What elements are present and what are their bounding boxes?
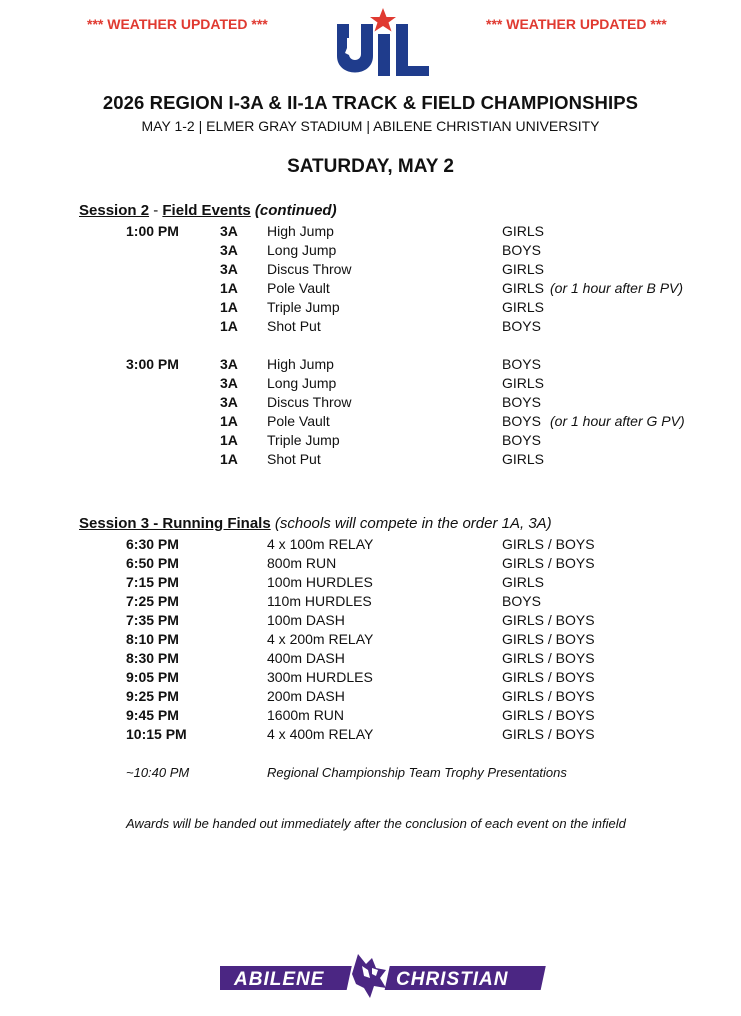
- table-row: [0, 356, 741, 375]
- row-gender: GIRLS / BOYS: [502, 726, 595, 742]
- row-gender: GIRLS: [502, 261, 545, 277]
- row-gender: GIRLS: [502, 223, 545, 239]
- table-row: [0, 631, 741, 650]
- trophy-text: Regional Championship Team Trophy Presentations: [267, 765, 567, 780]
- table-row: [0, 707, 741, 726]
- trophy-time: ~10:40 PM: [126, 765, 190, 780]
- row-time: 3:00 PM: [126, 356, 179, 372]
- row-gender: GIRLS: [502, 280, 545, 296]
- row-class: 3A: [220, 242, 238, 258]
- row-gender: GIRLS: [502, 299, 545, 315]
- table-row: [0, 574, 741, 593]
- page-subtitle: MAY 1-2 | ELMER GRAY STADIUM | ABILENE CHRISTIAN UNIVERSITY: [141, 118, 600, 134]
- row-gender: GIRLS / BOYS: [502, 650, 595, 666]
- row-time: 8:10 PM: [126, 631, 179, 647]
- row-class: 3A: [220, 356, 238, 372]
- row-event: Shot Put: [267, 451, 321, 467]
- row-gender: GIRLS / BOYS: [502, 612, 595, 628]
- table-row: [0, 242, 741, 261]
- row-event: 1600m RUN: [267, 707, 345, 723]
- page-title: 2026 REGION I-3A & II-1A TRACK & FIELD CHAMPIONSHIPS: [102, 92, 639, 113]
- table-row: [0, 612, 741, 631]
- row-event: 300m HURDLES: [267, 669, 373, 685]
- row-time: 10:15 PM: [126, 726, 187, 742]
- table-row: [0, 726, 741, 745]
- row-event: 110m HURDLES: [267, 593, 372, 609]
- session2-name: Field Events: [162, 202, 251, 219]
- row-gender: GIRLS / BOYS: [502, 669, 595, 685]
- row-class: 1A: [220, 280, 238, 296]
- row-note: (or 1 hour after G PV): [550, 413, 685, 429]
- row-gender: GIRLS: [502, 451, 545, 467]
- table-row: [0, 432, 741, 451]
- session3-heading: [79, 515, 552, 532]
- table-row: [0, 669, 741, 688]
- row-time: 9:25 PM: [126, 688, 179, 704]
- table-row: [0, 536, 741, 555]
- row-class: 3A: [220, 375, 238, 391]
- row-gender: GIRLS: [502, 375, 545, 391]
- table-row: [0, 650, 741, 669]
- awards-note: Awards will be handed out immediately after the conclusion of each event on the infield: [126, 816, 626, 831]
- row-event: 200m DASH: [267, 688, 345, 704]
- table-row: [0, 593, 741, 612]
- row-time: 7:25 PM: [126, 593, 179, 609]
- weather-notice-left: *** WEATHER UPDATED ***: [87, 16, 268, 32]
- row-gender: BOYS: [502, 242, 541, 258]
- row-event: 4 x 100m RELAY: [267, 536, 374, 552]
- session2-note: (continued): [254, 202, 337, 219]
- row-event: 4 x 400m RELAY: [267, 726, 374, 742]
- row-event: Discus Throw: [267, 261, 352, 277]
- row-event: 400m DASH: [267, 650, 345, 666]
- row-gender: GIRLS / BOYS: [502, 707, 595, 723]
- row-gender: BOYS: [502, 413, 541, 429]
- row-time: 7:15 PM: [126, 574, 179, 590]
- table-row: [0, 451, 741, 470]
- row-event: Pole Vault: [267, 280, 330, 296]
- row-gender: BOYS: [502, 356, 541, 372]
- session3-label: Session 3 - Running Finals: [79, 515, 271, 532]
- row-gender: GIRLS / BOYS: [502, 631, 595, 647]
- row-event: Triple Jump: [267, 299, 340, 315]
- row-class: 1A: [220, 432, 238, 448]
- row-time: 1:00 PM: [126, 223, 179, 239]
- session2-heading: [79, 202, 337, 219]
- table-row: [0, 555, 741, 574]
- row-gender: GIRLS / BOYS: [502, 536, 595, 552]
- row-class: 3A: [220, 261, 238, 277]
- row-gender: GIRLS: [502, 574, 545, 590]
- row-class: 1A: [220, 299, 238, 315]
- row-class: 1A: [220, 451, 238, 467]
- svg-text:CHRISTIAN: CHRISTIAN: [396, 969, 509, 990]
- session3-note: (schools will compete in the order 1A, 3A): [274, 515, 552, 532]
- row-class: 3A: [220, 394, 238, 410]
- table-row: [0, 223, 741, 242]
- row-event: Long Jump: [267, 242, 337, 258]
- table-row: [0, 394, 741, 413]
- uil-logo-icon: [333, 8, 433, 80]
- row-gender: BOYS: [502, 593, 541, 609]
- row-time: 6:50 PM: [126, 555, 179, 571]
- row-class: 1A: [220, 413, 238, 429]
- row-event: 4 x 200m RELAY: [267, 631, 374, 647]
- row-gender: GIRLS / BOYS: [502, 555, 595, 571]
- row-time: 9:05 PM: [126, 669, 179, 685]
- row-time: 9:45 PM: [126, 707, 179, 723]
- row-note: (or 1 hour after B PV): [550, 280, 684, 296]
- row-event: 800m RUN: [267, 555, 337, 571]
- table-row: [0, 375, 741, 394]
- table-row: [0, 280, 741, 299]
- session2-label: Session 2: [79, 202, 150, 219]
- table-row: [0, 413, 741, 432]
- row-event: Discus Throw: [267, 394, 352, 410]
- session2-dash: -: [149, 202, 163, 219]
- table-row: [0, 688, 741, 707]
- row-gender: GIRLS / BOYS: [502, 688, 595, 704]
- table-row: [0, 261, 741, 280]
- row-event: 100m DASH: [267, 612, 345, 628]
- weather-notice-right: *** WEATHER UPDATED ***: [486, 16, 667, 32]
- row-event: High Jump: [267, 356, 334, 372]
- row-event: Triple Jump: [267, 432, 340, 448]
- row-event: Pole Vault: [267, 413, 330, 429]
- row-event: High Jump: [267, 223, 334, 239]
- row-event: Long Jump: [267, 375, 337, 391]
- row-class: 1A: [220, 318, 238, 334]
- row-gender: BOYS: [502, 318, 541, 334]
- table-row: [0, 318, 741, 337]
- row-event: 100m HURDLES: [267, 574, 373, 590]
- row-time: 6:30 PM: [126, 536, 179, 552]
- row-time: 7:35 PM: [126, 612, 179, 628]
- row-gender: BOYS: [502, 394, 541, 410]
- row-event: Shot Put: [267, 318, 321, 334]
- row-time: 8:30 PM: [126, 650, 179, 666]
- abilene-christian-logo-icon: [220, 946, 550, 1002]
- row-class: 3A: [220, 223, 238, 239]
- row-gender: BOYS: [502, 432, 541, 448]
- table-row: [0, 299, 741, 318]
- day-heading: SATURDAY, MAY 2: [287, 156, 454, 177]
- svg-text:ABILENE: ABILENE: [234, 969, 325, 990]
